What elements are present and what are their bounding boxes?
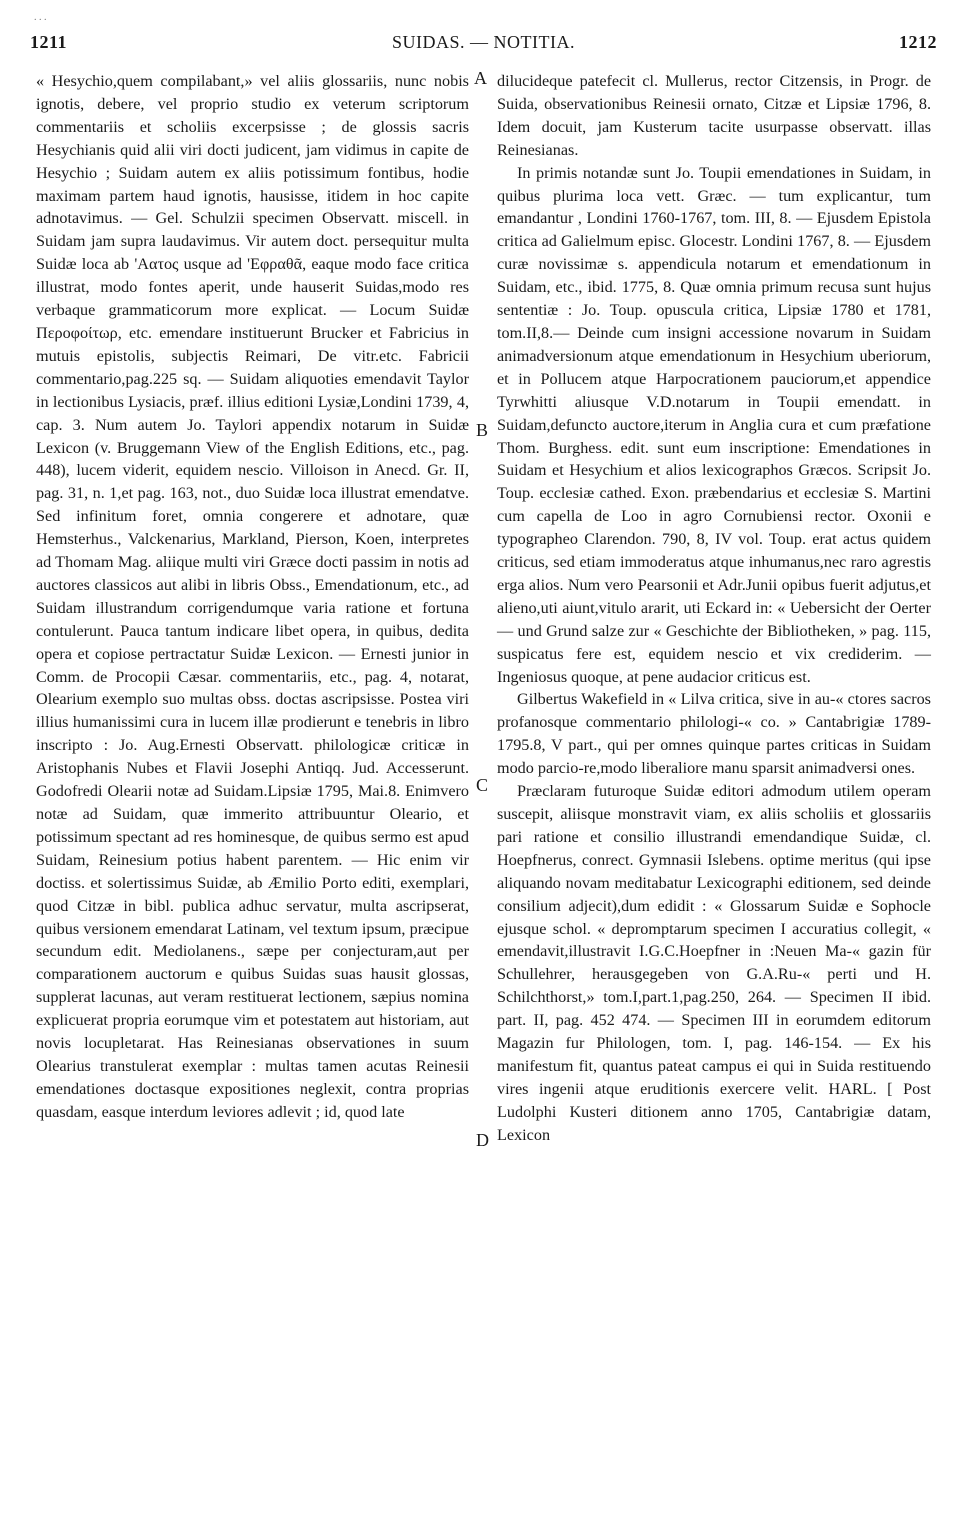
paragraph: « Hesychio,quem compilabant,» vel aliis glossariis, nunc nobis ignotis, debere, vel proprio studio ex veterum scriptorum commentariis et scholiis excerpsisse ; de glossis sacris Hesychianis quid alii viri docti judicent, jam vidimus in capite de Hesychio ; Suidam autem ex aliis potissimum fontibus, hodie maximam partem haud ignotis, hausisse, itidem in hoc capite adnotavimus. — Gel. Schulzii specimen Observatt. miscell. in Suidam jam supra laudavimus. Vir autem doct. persequitur multa Suidæ loca ab 'Αατος usque ad 'Εφραθᾶ, eaque modo face critica illustrat, modo fontes aperit, unde hauserit Suidas,modo res verbaque grammaticorum more explicat. — Locum Suidæ Περοφοίτωρ, etc. emendare instituerunt Brucker et Fabricius in mutuis epistolis, subjectis Reimari, De vitr.etc. Fabricii commentario,pag.225 sq. — Suidam aliquoties emendavit Taylor in lectionibus Lysiacis, præf. illius editioni Lysiæ,Londini 1739, 4, cap. 3. Num autem Jo. Taylori appendix notarum in Suidæ Lexicon (v. Bruggemann View of the English Editions, etc., pag. 448), lucem viderit, equidem nescio. Villoison in Anecd. Gr. II, pag. 31, n. 1,et pag. 163, not., duo Suidæ loca illustrat emendatve. Sed infinitum foret, omnia congerere et adnotare, quæ Hemsterhus., Valckenarius, Markland, Pierson, Koen, interpretes ad Thomam Mag. aliique multi viri Græce docti passim in notis ad auctores classicos aut alibi in libris Obss., Emendationum, etc., ad Suidam illustrandum corrigendumque varia ratione et fortuna contulerunt. Pauca tantum indicare libet opera, in quibus, dedita opera et copiose pertractatur Suidæ Lexicon. — Ernesti junior in Comm. de Procopii Cæsar. commentariis, etc., pag. 4, notarat, Olearium exemplo suo multas obss. doctas ascripsisse. Postea viri illius humanissimi cura in lucem illæ prodierunt e tenebris in libro inscripto : Jo. Aug.Ernesti Observatt. philologicæ criticæ in Aristophanis Nubes et Flavii Josephi Antiqq. Jud. Accesserunt. Godofredi Olearii notæ ad Suidam.Lipsiæ 1795, Mai.8. Enimvero notæ ad Suidam, quæ immerito attribuuntur Oleario, et potissimum spectant ad res hominesque, de quibus sermo est apud Suidam, Reinesium potius habent parentem. — Hic enim vir doctiss. et solertissimus Suidæ, ab Æmilio Porto editi, exemplari, quod Citzæ in bibl. publica adhuc servatur, multa ascripserat, quibus versionem emendarat Latinam, vel textum ipsum, præcipue secundum edit. Mediolanens., sæpe per conjecturam,aut per comparationem auctorum e quibus Suidas suas hausit glossas, supplerat lacunas, aut veram restituerat lectionem, sæpius nomina explicuerat propria eorumque vim et potestatem aut historiam, aut novis locupletarat. Has Reinesianas observationes in suum Olearius transtulerat exemplar : multas tamen acutas Reinesii emendationes doctasque expositiones neglexit, contra proprias quasdam, easque interdum leviores adlevit ; id, quod late [36, 72, 469, 1121]
section-marker-c: C [476, 775, 489, 795]
paragraph: In primis notandæ sunt Jo. Toupii emendationes in Suidam, in quibus plurima loca vett. Græc. — tum explicantur, tum emandantur , Londini 1760-1767, tom. III, 8. — Ejusdem Epistola critica ad Galielmum episc. Glocestr. Londini 1767, 8. — Ejusdem curæ novissimæ s. appendicula notarum et emendationum in Suidam, etc., ibid. 1775, 8. Quæ omnia primum recusa sunt hujus sententiæ : Jo. Toup. opuscula critica, Lipsiæ 1780 et 1781, tom.II,8.— Deinde cum insigni accessione novarum in Suidam animadversionum atque emendationum in Hesychium uberiorum, et in Pollucem atque Harpocrationem pauciorum,et appendice Tyrwhitti aliusque V.D.notarum in Toupii emendatt. in Suidam,defuncto auctore,iterum in Anglia cura et cum præfatione Thom. Burghess. edit. sunt eum inscriptione: Emendationes in Suidam et Hesychium et alios lexicographos Græcos. Scripsit Jo. Toup. ecclesiæ cathed. Exon. præbendarius et ecclesiæ S. Martini cum capella de Loo in agro Cornubiensi rector. Oxonii e typographeo Clarendon. 790, 8, IV vol. Toup. erat actus quidem criticus, sed etiam immoderatus atque inhumanus,nec raro agrestis erga alios. Num vero Pearsonii et Adr.Junii opibus fuerit adjutus,et alieno,uti aiunt,vitulo ararit, uti Eckard in: « Uebersicht der Oerter — und Grund salze zur « Geschichte der Bibliotheken, » pag. 115, suspicatus fere est, equidem nescio et vix crediderim. — Ingeniosus quoque, at pene audacior criticus est. [497, 163, 931, 686]
paragraph: Præclaram futuroque Suidæ editori admodum utilem operam suscepit, aliisque monstravit viam, ex aliis scholiis et glossariis pari ratione et consilio illustrandi emendandique Suidæ, cl. Hoepfnerus, conrect. Gymnasii Islebens. optime meritus (qui ipse aliquando novam meditabatur Lexicographi editionem, sed deinde consilium adjecit),dum edidit : « Glossarum Suidæ e Sophocle ejusque schol. « depromptarum specimen I accuratius collegit, « emendavit,illustravit I.G.C.Hoepfner in :Neuen Ma-« gazin für Schullehrer, herausgegeben von G.A.Ru-« perti und H. Schilchthorst,» tom.I,part.1,pag.250, 264. — Specimen II ibid. part. II, pag. 452 474. — Specimen III in eorumdem editorum Magazin fur Philologen, tom. I, pag. 146-154. — Ex his manifestum fit, quantus pateat campus ei qui in Suida restituendo vires ingenii atque eruditionis exercere velit. HARL. [ Post Ludolphi Kusteri ditionem anno 1705, Cantabrigiæ datam, Lexicon [497, 782, 931, 1144]
left-column [36, 70, 469, 1124]
section-marker-d: D [476, 1130, 489, 1150]
paragraph: Gilbertus Wakefield in « Lilva critica, sive in au-« ctores sacros profanosque commentario philologi-« co. » Cantabrigiæ 1789-1795.8, V part., qui per omnes quinque partes criticas in Suidam modo parcio-re,modo liberaliore manu sparsit animadversi ones. [497, 690, 931, 778]
running-header [30, 32, 937, 58]
page-number-left: 1211 [30, 32, 68, 52]
paragraph: dilucideque patefecit cl. Mullerus, rector Citzensis, in Progr. de Suida, observationibus Reinesii ornato, Citzæ et Lipsiæ 1796, 8. Idem docuit, jam Kusterum tacite usurpasse observatt. illas Reinesianas. [497, 72, 931, 159]
corner-mark: . . . [34, 12, 47, 23]
section-marker-a: A [474, 68, 487, 88]
page-number-right: 1212 [899, 32, 937, 52]
right-column [497, 70, 931, 1147]
section-marker-b: B [476, 420, 489, 440]
running-title: SUIDAS. — NOTITIA. [392, 32, 575, 52]
